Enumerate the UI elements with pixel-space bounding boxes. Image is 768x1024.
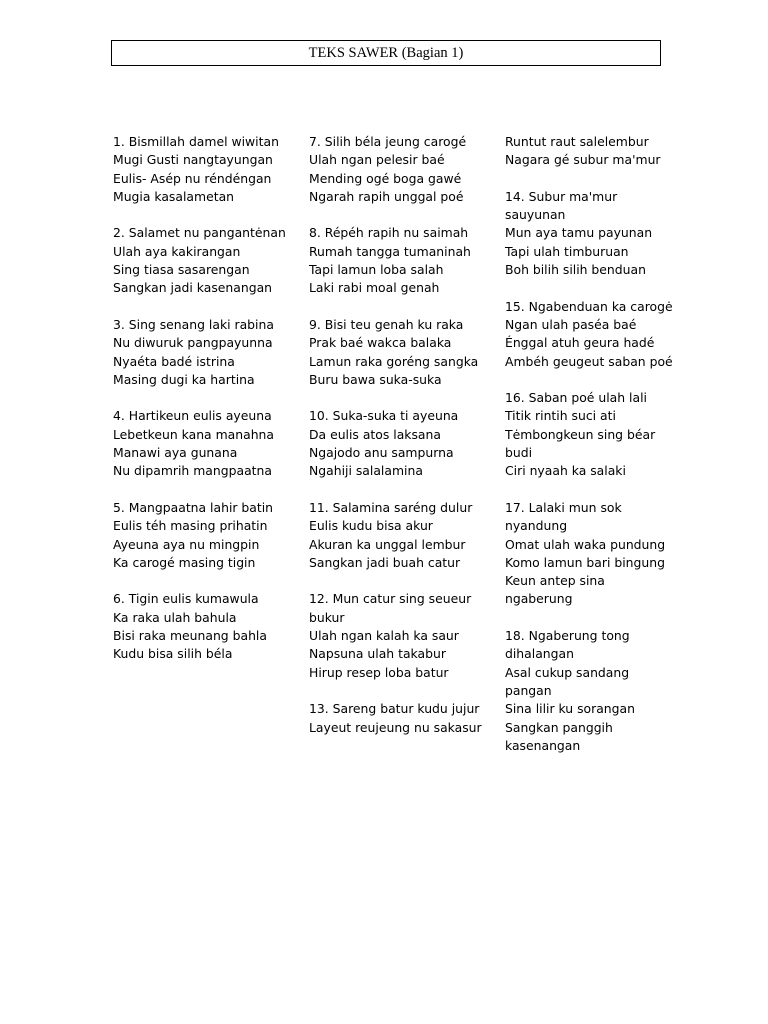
verse-line: Ulah ngan pelesir baé (309, 152, 445, 168)
verse-line: Da eulis atos laksana (309, 426, 441, 442)
verse-line: Nagara gé subur ma'mur (505, 152, 661, 168)
verse-column-2 (309, 133, 487, 755)
verse-stanza (113, 407, 288, 480)
verse-stanza (505, 627, 675, 755)
verse-line: 12. Mun catur sing seueur bukur (309, 591, 472, 625)
verse-line: Omat ulah waka pundung (505, 536, 666, 552)
verse-line: Sing tiasa sasarengan (113, 262, 250, 278)
verse-line: Mugia kasalametan (113, 188, 235, 204)
verse-stanza (505, 389, 675, 480)
verse-stanza (309, 700, 487, 737)
verse-line: Lamun raka goréng sangka (309, 353, 479, 369)
verse-stanza (505, 298, 675, 371)
verse-line: Ngajodo anu sampurna (309, 445, 454, 461)
verse-stanza (113, 133, 288, 206)
verse-line: Sina lilir ku sorangan (505, 701, 635, 717)
verse-line: 17. Lalaki mun sok nyandung (505, 499, 622, 534)
verse-line: Eulis- Asép nu réndéngan (113, 170, 272, 186)
verse-line: 9. Bisi teu genah ku raka (309, 316, 464, 332)
verse-line: Mugi Gusti nangtayungan (113, 152, 273, 168)
verse-stanza (309, 407, 487, 480)
verse-line: Eulis kudu bisa akur (309, 518, 433, 534)
verse-line: 18. Ngaberung tong dihalangan (505, 628, 630, 662)
verse-stanza (505, 188, 675, 279)
verse-line: Asal cukup sandang pangan (505, 664, 630, 698)
verse-line: Layeut reujeung nu sakasur (309, 719, 482, 735)
verse-line: 15. Ngabenduan ka carogė (505, 298, 673, 314)
verse-stanza (113, 499, 288, 572)
verse-line: Laki rabi moal genah (309, 280, 440, 296)
verse-line: Napsuna ulah takabur (309, 646, 446, 662)
verse-line: 1. Bismillah damel wiwitan (113, 134, 279, 149)
verse-line: Mending ogé boga gawé (309, 170, 462, 186)
verse-line: 8. Répéh rapih nu saimah (309, 225, 469, 241)
verse-stanza (309, 590, 487, 681)
verse-line: Hirup resep loba batur (309, 664, 449, 680)
verse-line: Ambéh geugeut saban poé (505, 353, 673, 369)
verse-line: 2. Salamet nu pangantėnan (113, 225, 286, 241)
verse-line: Ngarah rapih unggal poé (309, 188, 464, 204)
verse-stanza (309, 224, 487, 297)
verse-line: Bisi raka meunang bahla (113, 628, 267, 644)
verse-line: 16. Saban poé ulah lali (505, 390, 647, 406)
verse-line: Mun aya tamu payunan (505, 225, 653, 241)
verse-line: Boh bilih silih benduan (505, 262, 646, 278)
verse-line: Ngahiji salalamina (309, 463, 423, 479)
verse-line: Ulah ngan kalah ka saur (309, 628, 459, 644)
verse-line: 13. Sareng batur kudu jujur (309, 701, 480, 717)
verse-line: Ka raka ulah bahula (113, 609, 237, 625)
verse-line: Rumah tangga tumaninah (309, 243, 471, 259)
verse-line: Ka carogé masing tigin (113, 554, 256, 570)
verse-line: Sangkan jadi buah catur (309, 554, 461, 570)
verse-line: Buru bawa suka-suka (309, 371, 442, 387)
verse-line: 11. Salamina saréng dulur (309, 499, 473, 515)
verse-line: Titik rintih suci ati (505, 408, 616, 424)
verse-line: Ayeuna aya nu mingpin (113, 536, 260, 552)
document-title: TEKS SAWER (Bagian 1) (111, 40, 661, 66)
verse-stanza (113, 316, 288, 389)
verse-stanza (505, 133, 675, 170)
verse-line: 7. Silih béla jeung carogé (309, 134, 467, 149)
verse-line: Eulis téh masing prihatin (113, 518, 268, 534)
verse-line: Sangkan jadi kasenangan (113, 280, 273, 296)
verse-line: 5. Mangpaatna lahir batin (113, 499, 274, 515)
verse-line: Masing dugi ka hartina (113, 371, 255, 387)
verse-line: 4. Hartikeun eulis ayeuna (113, 408, 272, 424)
verse-line: 3. Sing senang laki rabina (113, 316, 274, 332)
verse-line: 10. Suka-suka ti ayeuna (309, 408, 459, 424)
verse-line: 6. Tigin eulis kumawula (113, 591, 259, 607)
verse-line: Nyaéta badé istrina (113, 353, 235, 369)
verse-stanza (309, 499, 487, 572)
verse-stanza (113, 590, 288, 663)
verse-line: Tapi lamun loba salah (309, 262, 444, 278)
verse-line: Tapi ulah timburuan (505, 243, 629, 259)
verse-stanza (113, 224, 288, 297)
verse-line: Akuran ka unggal lembur (309, 536, 466, 552)
verse-line: Sangkan panggih kasenangan (505, 719, 613, 753)
verse-line: Kudu bisa silih béla (113, 646, 233, 662)
verse-line: Ciri nyaah ka salaki (505, 463, 626, 479)
verse-stanza (505, 499, 675, 609)
verse-line: Prak baé wakca balaka (309, 335, 452, 351)
verse-line: Nu diwuruk pangpayunna (113, 335, 273, 351)
verse-line: Ulah aya kakirangan (113, 243, 241, 259)
verse-line: Keun antep sina ngaberung (505, 573, 605, 607)
verse-line: 14. Subur ma'mur sauyunan (505, 188, 618, 223)
verse-stanza (309, 133, 487, 206)
verse-line: Runtut raut salelembur (505, 134, 649, 149)
verse-line: Manawi aya gunana (113, 445, 238, 461)
verse-line: Komo lamun bari bingung (505, 554, 665, 570)
verse-line: Tėmbongkeun sing béar budi (505, 426, 656, 461)
verse-column-3 (505, 133, 675, 773)
verse-line: Lebetkeun kana manahna (113, 426, 274, 442)
verse-line: Nu dipamrih mangpaatna (113, 463, 272, 479)
verse-line: Énggal atuh geura hadé (505, 335, 655, 351)
verse-stanza (309, 316, 487, 389)
verse-line: Ngan ulah paséa baé (505, 316, 637, 332)
verse-column-1 (113, 133, 288, 682)
